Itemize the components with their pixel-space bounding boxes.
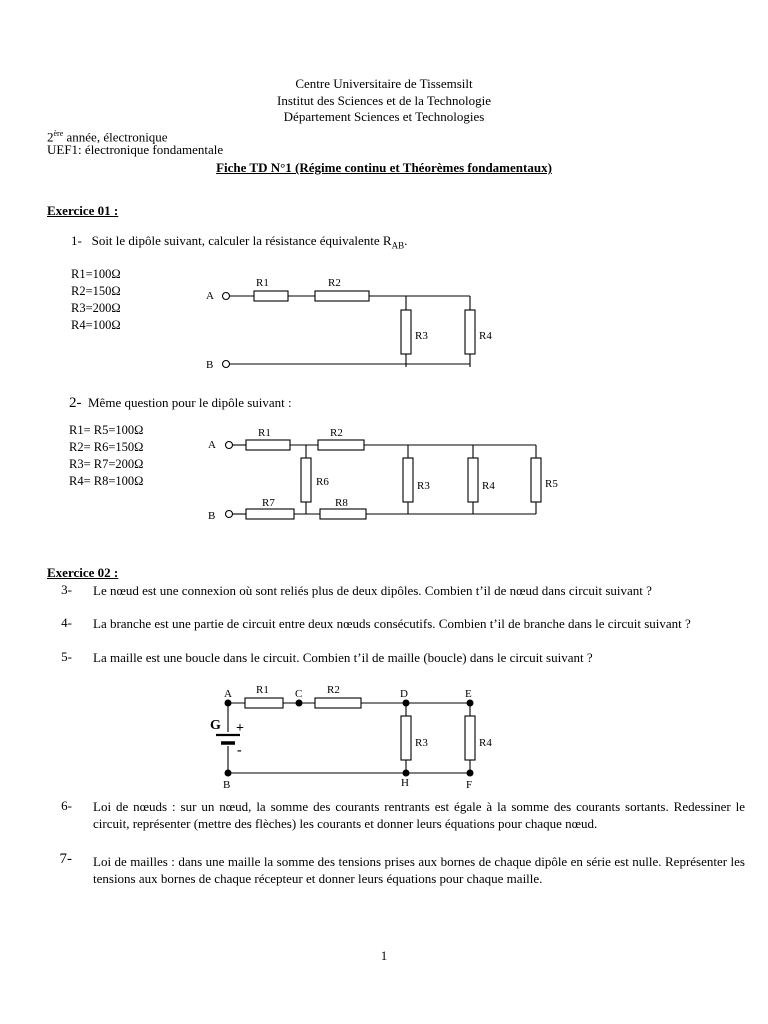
- label-r6: R6: [316, 476, 329, 488]
- label-d: D: [400, 688, 408, 700]
- label-b-1: B: [206, 359, 214, 371]
- terminal-a-1: [223, 293, 230, 300]
- label-plus: +: [236, 721, 244, 736]
- label-r1-1: R1: [256, 277, 269, 289]
- value-r2-r6: R2= R6=150Ω: [69, 440, 144, 454]
- question-3-number: 3-: [61, 582, 72, 597]
- resistor-r3-3: [401, 716, 411, 760]
- label-r5: R5: [545, 478, 558, 490]
- resistor-r2-2: [318, 440, 364, 450]
- page-number: 1: [380, 949, 388, 963]
- resistor-r1-3: [245, 698, 283, 708]
- course-line: UEF1: électronique fondamentale: [47, 142, 224, 157]
- label-r2-1: R2: [328, 277, 341, 289]
- circuit-1: [206, 277, 492, 371]
- label-minus: -: [237, 743, 242, 758]
- label-r2-3: R2: [327, 684, 340, 696]
- resistor-r3: [401, 310, 411, 354]
- label-f: F: [466, 779, 473, 791]
- resistor-r8: [320, 509, 366, 519]
- sheet-title: Fiche TD N°1 (Régime continu et Théorèmes fondamentaux): [216, 160, 552, 175]
- label-a-1: A: [206, 290, 214, 302]
- label-r2-2: R2: [330, 427, 343, 439]
- resistor-r2-3: [315, 698, 361, 708]
- question-4-number: 4-: [61, 615, 72, 630]
- resistor-r4: [465, 310, 475, 354]
- terminal-a-2: [226, 442, 233, 449]
- label-r1-3: R1: [256, 684, 269, 696]
- label-b-3: B: [223, 779, 231, 791]
- resistor-r1: [254, 291, 288, 301]
- label-r4-2: R4: [482, 480, 495, 492]
- question-6: Loi de nœuds : sur un nœud, la somme des courants rentrants est égale à la somme des courants sortants. Redessiner le circuit, représenter (mettre des flèches) les courants et donner leurs équations pour chaque nœud.: [93, 799, 745, 831]
- circuit-2: [208, 427, 558, 522]
- resistor-r4-2: [468, 458, 478, 502]
- label-r4-3: R4: [479, 737, 492, 749]
- year-line: 2ère année, électronique: [47, 129, 168, 145]
- resistor-r4-3: [465, 716, 475, 760]
- label-b-2: B: [208, 510, 216, 522]
- question-6-number: 6-: [61, 798, 72, 813]
- label-r4-1: R4: [479, 330, 492, 342]
- question-7: Loi de mailles : dans une maille la somme des tensions prises aux bornes de chaque dipôle en série est nulle. Représenter les tensions aux bornes de chaque récepteur et donner leurs équations pour chaque maille.: [93, 854, 745, 886]
- institution-name: Centre Universitaire de Tissemsilt: [295, 76, 473, 91]
- question-2: 2- Même question pour le dipôle suivant :: [69, 395, 292, 411]
- node-h: [403, 770, 410, 777]
- value-r2: R2=150Ω: [71, 284, 121, 298]
- resistor-r5: [531, 458, 541, 502]
- node-f: [467, 770, 474, 777]
- value-r1-r5: R1= R5=100Ω: [69, 423, 144, 437]
- terminal-b-1: [223, 361, 230, 368]
- label-r3-3: R3: [415, 737, 428, 749]
- label-a-3: A: [224, 688, 232, 700]
- node-b: [225, 770, 232, 777]
- question-5: La maille est une boucle dans le circuit. Combien t’il de maille (boucle) dans le circuit suivant ?: [93, 650, 593, 665]
- label-r3-2: R3: [417, 480, 430, 492]
- node-a: [225, 700, 232, 707]
- resistor-r2: [315, 291, 369, 301]
- node-c: [296, 700, 303, 707]
- value-r1: R1=100Ω: [71, 267, 121, 281]
- institute-name: Institut des Sciences et de la Technologie: [276, 93, 491, 108]
- resistor-r1-2: [246, 440, 290, 450]
- label-e: E: [465, 688, 472, 700]
- question-5-number: 5-: [61, 649, 72, 664]
- resistor-r3-2: [403, 458, 413, 502]
- label-r3-1: R3: [415, 330, 428, 342]
- terminal-b-2: [226, 511, 233, 518]
- question-7-number: 7-: [59, 851, 72, 867]
- label-a-2: A: [208, 439, 216, 451]
- label-r1-2: R1: [258, 427, 271, 439]
- exercise-2-heading: Exercice 02 :: [47, 565, 119, 580]
- label-g: G: [210, 718, 221, 733]
- exercise-1-heading: Exercice 01 :: [47, 203, 119, 218]
- department-name: Département Sciences et Technologies: [283, 109, 485, 124]
- question-4: La branche est une partie de circuit entre deux nœuds consécutifs. Combien t’il de branche dans le circuit suivant ?: [93, 616, 691, 631]
- node-d: [403, 700, 410, 707]
- resistor-r7: [246, 509, 294, 519]
- circuit-3: [210, 684, 492, 791]
- node-e: [467, 700, 474, 707]
- question-3: Le nœud est une connexion où sont reliés plus de deux dipôles. Combien t’il de nœud dans circuit suivant ?: [93, 583, 652, 598]
- label-c: C: [295, 688, 303, 700]
- value-r4: R4=100Ω: [71, 318, 121, 332]
- value-r4-r8: R4= R8=100Ω: [69, 474, 144, 488]
- question-1: 1- Soit le dipôle suivant, calculer la résistance équivalente $R_{AB}$.: [71, 233, 408, 251]
- value-r3-r7: R3= R7=200Ω: [69, 457, 144, 471]
- label-r8: R8: [335, 497, 348, 509]
- value-r3: R3=200Ω: [71, 301, 121, 315]
- resistor-r6: [301, 458, 311, 502]
- label-r7: R7: [262, 497, 275, 509]
- label-h: H: [401, 777, 409, 789]
